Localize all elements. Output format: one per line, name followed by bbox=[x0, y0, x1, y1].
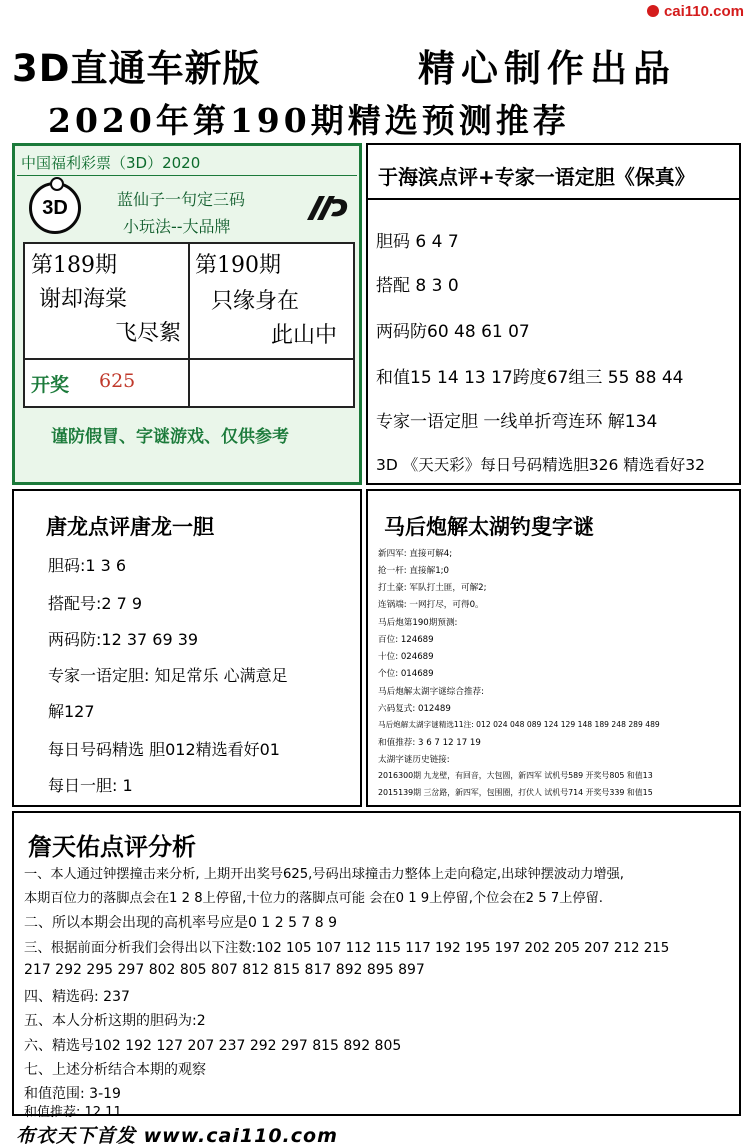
ticket-heading: 中国福利彩票（3D）2020 bbox=[21, 154, 201, 172]
cur-issue-label: 第190期 bbox=[195, 253, 281, 278]
ma-line: 十位: 024689 bbox=[378, 652, 434, 662]
ma-line: 六码复式: 012489 bbox=[378, 704, 451, 714]
zhan-line: 和值推荐: 12 11 bbox=[24, 1105, 122, 1120]
ma-line: 百位: 124689 bbox=[378, 635, 434, 645]
zhan-line: 四、精选码: 237 bbox=[24, 989, 130, 1005]
ma-heading: 马后炮解太湖钓叟字谜 bbox=[384, 515, 594, 539]
yu-line: 搭配 8 3 0 bbox=[376, 276, 459, 296]
3d-logo-icon bbox=[29, 182, 81, 234]
ma-line: 新四军: 直接可解4; bbox=[378, 549, 453, 559]
prev-riddle-line-2: 飞尽絮 bbox=[115, 321, 182, 346]
yu-line: 两码防60 48 61 07 bbox=[376, 322, 530, 342]
zhan-line: 本期百位力的落脚点会在1 2 8上停留,十位力的落脚点可能 会在0 1 9上停留,个位会在2 5 7上停留. bbox=[24, 891, 603, 906]
prev-riddle-line-1: 谢却海棠 bbox=[39, 287, 128, 312]
yu-line: 3D 《天天彩》每日号码精选胆326 精选看好32 bbox=[376, 456, 705, 474]
page-title-left: 3D直通车新版 bbox=[12, 47, 261, 90]
ma-line: 打土豪: 军队打土匪，可解2; bbox=[378, 583, 487, 593]
ma-line: 马后炮第190期预测: bbox=[378, 618, 458, 628]
zhan-line: 一、本人通过钟摆撞击来分析, 上期开出奖号625,号码出球撞击力整体上走向稳定,出球钟摆波动力增强, bbox=[24, 867, 625, 882]
table-horizontal-divider bbox=[25, 358, 353, 360]
zhan-line: 二、所以本期会出现的高机率号应是0 1 2 5 7 8 9 bbox=[24, 915, 338, 931]
ma-line: 马后炮解太湖字谜精选11注: 012 024 048 089 124 129 148 189 248 289 489 bbox=[378, 720, 660, 729]
tang-line: 解127 bbox=[48, 702, 95, 721]
zhan-line: 七、上述分析结合本期的观察 bbox=[24, 1062, 206, 1078]
page-subtitle: 2020年第190期精选预测推荐 bbox=[48, 101, 570, 140]
tang-panel bbox=[12, 489, 362, 807]
cur-riddle-line-1: 只缘身在 bbox=[211, 289, 300, 314]
logo-text: 3D bbox=[42, 196, 68, 219]
footer-text[interactable]: 布衣天下首发 www.cai110.com bbox=[16, 1125, 338, 1144]
tang-line: 专家一语定胆: 知足常乐 心满意足 bbox=[48, 666, 288, 685]
tang-heading: 唐龙点评唐龙一胆 bbox=[46, 515, 214, 539]
zhan-line: 三、根据前面分析我们会得出以下注数:102 105 107 112 115 117 192 195 197 202 205 207 212 215 bbox=[24, 941, 670, 956]
yu-line: 胆码 6 4 7 bbox=[376, 232, 459, 252]
yu-line: 专家一语定胆 一线单折弯连环 解134 bbox=[376, 412, 658, 432]
site-logo-icon bbox=[647, 5, 659, 17]
ma-line: 连锅端: 一网打尽，可得0。 bbox=[378, 600, 484, 610]
tang-line: 两码防:12 37 69 39 bbox=[48, 630, 199, 649]
prev-issue-label: 第189期 bbox=[31, 253, 117, 278]
site-domain: cai110.com bbox=[663, 2, 744, 20]
ma-line: 2015139期 三岔路，新四军，包围圈，打伏人 试机号714 开奖号339 和值15 bbox=[378, 788, 653, 797]
lottery-ticket-panel bbox=[12, 143, 362, 485]
ma-line: 抢一杆: 直接解1;0 bbox=[378, 566, 450, 576]
zhan-line: 和值范围: 3-19 bbox=[24, 1086, 121, 1102]
site-badge[interactable] bbox=[643, 0, 750, 22]
page-title-right: 精心制作出品 bbox=[418, 47, 676, 90]
table-vertical-divider bbox=[188, 244, 190, 406]
yu-line: 和值15 14 13 17跨度67组三 55 88 44 bbox=[376, 368, 684, 388]
zhan-line: 五、本人分析这期的胆码为:2 bbox=[24, 1013, 206, 1029]
ma-line: 2016300期 九龙壁，有回音，大包圆，新四军 试机号589 开奖号805 和值13 bbox=[378, 771, 653, 780]
ticket-slogan-1: 蓝仙子一句定三码 bbox=[117, 190, 246, 209]
cur-riddle-line-2: 此山中 bbox=[271, 323, 338, 348]
tang-line: 胆码:1 3 6 bbox=[48, 556, 127, 575]
zhan-line: 217 292 295 297 802 805 807 812 815 817 892 895 897 bbox=[24, 962, 425, 978]
ma-line: 太湖字谜历史链接: bbox=[378, 755, 450, 765]
zhan-line: 六、精选号102 192 127 207 237 292 297 815 892 805 bbox=[24, 1038, 402, 1054]
zhan-analysis-panel bbox=[12, 811, 741, 1120]
ticket-slogan-2: 小玩法--大品牌 bbox=[123, 217, 231, 236]
ma-line: 马后炮解太湖字谜综合推荐: bbox=[378, 687, 485, 697]
ticket-divider bbox=[17, 175, 357, 176]
yu-expert-panel bbox=[366, 143, 741, 485]
tang-line: 每日号码精选 胆012精选看好01 bbox=[48, 740, 280, 759]
ticket-warning: 谨防假冒、字谜游戏、仅供参考 bbox=[51, 427, 289, 447]
ma-riddle-panel bbox=[366, 489, 741, 807]
logo-ring-icon bbox=[50, 177, 64, 191]
draw-label: 开奖 bbox=[31, 374, 70, 396]
draw-value: 625 bbox=[99, 370, 136, 392]
yu-heading: 于海滨点评+专家一语定胆《保真》 bbox=[378, 165, 695, 189]
issue-table bbox=[23, 242, 355, 408]
zhan-heading: 詹天佑点评分析 bbox=[28, 833, 196, 861]
tang-line: 搭配号:2 7 9 bbox=[48, 594, 143, 613]
yu-divider bbox=[368, 198, 739, 200]
ma-line: 个位: 014689 bbox=[378, 669, 434, 679]
welfare-lottery-logo-icon bbox=[303, 188, 353, 228]
ma-line: 和值推荐: 3 6 7 12 17 19 bbox=[378, 738, 481, 748]
tang-line: 每日一胆: 1 bbox=[48, 776, 133, 795]
